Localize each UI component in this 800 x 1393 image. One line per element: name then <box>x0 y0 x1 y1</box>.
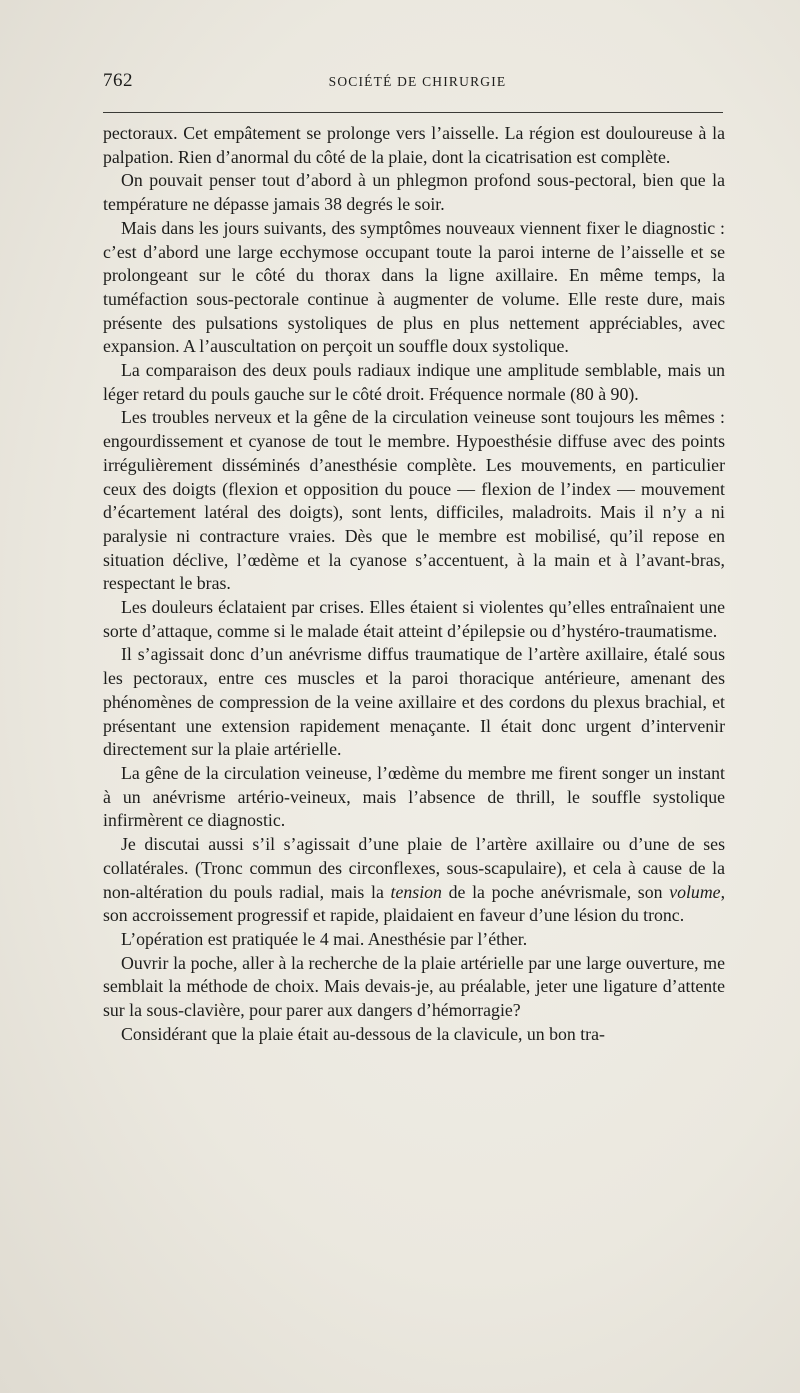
paragraph: Ouvrir la poche, aller à la recherche de la plaie artérielle par une large ouverture, me semblait la méthode de choix. Mais devais-je, au préalable, jeter une ligature d’attente sur la sous-clavière, pour parer aux dangers d’hémorragie? <box>103 952 725 1021</box>
body-text <box>103 122 725 1046</box>
paragraph: La comparaison des deux pouls radiaux indique une amplitude semblable, mais un léger retard du pouls gauche sur le côté droit. Fréquence normale (80 à 90). <box>103 360 725 404</box>
emphasis-tension: tension <box>390 881 442 902</box>
paragraph: On pouvait penser tout d’abord à un phlegmon profond sous-pectoral, bien que la température ne dépasse jamais 38 degrés le soir. <box>103 170 725 215</box>
paragraph: L’opération est pratiquée le 4 mai. Anesthésie par l’éther. <box>121 928 528 949</box>
header-rule <box>103 112 723 113</box>
paragraph: Considérant que la plaie était au-dessous de la clavicule, un bon tra- <box>121 1023 605 1044</box>
running-title: SOCIÉTÉ DE CHIRURGIE <box>328 74 507 89</box>
paragraph: Mais dans les jours suivants, des symptômes nouveaux viennent fixer le diagnostic : c’est d’abord une large ecchymose occupant toute la paroi interne de l’aisselle et se prolongeant sur le côté du thorax dans la ligne axillaire. En même temps, la tuméfaction sous-pectorale continue à augmenter de volume. Elle reste dure, mais présente des pulsations systoliques de plus en plus nettement appréciables, avec expansion. A l’auscultation on perçoit un souffle doux systolique. <box>103 217 725 357</box>
page-number: 762 <box>103 70 133 91</box>
page-header <box>103 66 722 96</box>
paragraph: Les douleurs éclataient par crises. Elles étaient si violentes qu’elles entraînaient une sorte d’attaque, comme si le malade était atteint d’épilepsie ou d’hystéro-traumatisme. <box>103 597 725 641</box>
paragraph <box>103 833 725 928</box>
paragraph-text: Je discutai aussi s’il s’agissait d’une plaie de l’artère axillaire ou d’une de ses collatérales. (Tronc commun des circonflexes, sous-scapulaire), et cela à cause de la non-altération du pouls radial, mais la <box>103 834 725 902</box>
paragraph: Les troubles nerveux et la gêne de la circulation veineuse sont toujours les mêmes : engourdissement et cyanose de tout le membre. Hypoesthésie diffuse avec des points irrégulièrement disséminés d’anesthésie complète. Les mouvements, en particulier ceux des doigts (flexion et opposition du pouce — flexion de l’index — mouvement d’écartement latéral des doigts), sont lents, difficiles, maladroits. Mais il n’y a ni paralysie ni contracture vraies. Dès que le membre est mobilisé, qu’il repose en situation déclive, l’œdème et la cyanose s’accentuent, à la main et à l’avant-bras, respectant le bras. <box>103 407 725 594</box>
paragraph-text: de la poche anévrismale, son <box>441 881 670 902</box>
paragraph-text: , son accroissement progressif et rapide, plaidaient en faveur d’une lésion du tronc. <box>103 881 726 926</box>
paragraph: pectoraux. Cet empâtement se prolonge vers l’aisselle. La région est douloureuse à la palpation. Rien d’anormal du côté de la plaie, dont la cicatrisation est complète. <box>103 123 725 167</box>
paragraph: La gêne de la circulation veineuse, l’œdème du membre me firent songer un instant à un anévrisme artério-veineux, mais l’absence de thrill, le souffle systolique infirmèrent ce diagnostic. <box>103 762 725 831</box>
emphasis-volume: volume <box>669 881 721 902</box>
paragraph: Il s’agissait donc d’un anévrisme diffus traumatique de l’artère axillaire, étalé sous les pectoraux, entre ces muscles et la paroi thoracique antérieure, amenant des phénomènes de compression de la veine axillaire et des cordons du plexus brachial, et présentant une extension rapidement menaçante. Il était donc urgent d’intervenir directement sur la plaie artérielle. <box>103 644 725 760</box>
